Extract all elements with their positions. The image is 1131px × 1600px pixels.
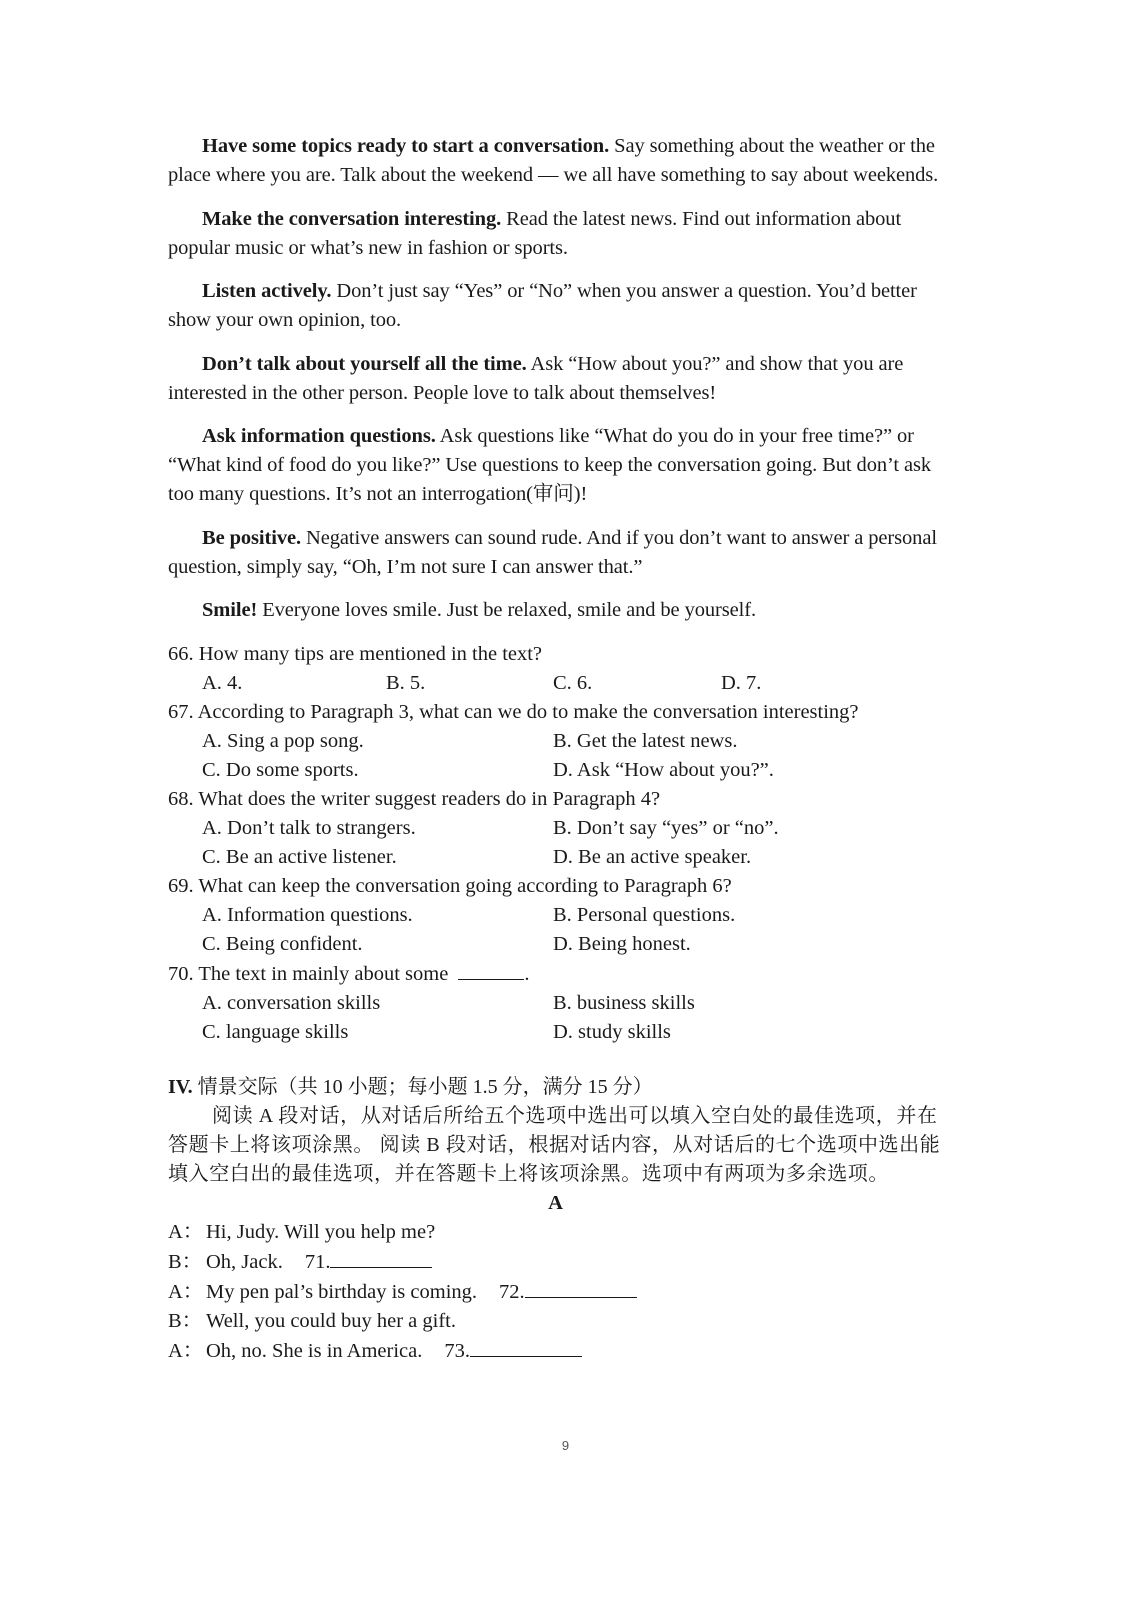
option-d: D. Be an active speaker. xyxy=(553,845,752,868)
speaker-label: A： xyxy=(168,1280,204,1303)
passage-paragraph-1 xyxy=(168,132,943,190)
question-stem: 66. How many tips are mentioned in the text? xyxy=(168,642,543,665)
tip-heading: Have some topics ready to start a conversation. xyxy=(202,135,610,157)
tip-body: Say something about the weather or the place where you are. Talk about the weekend — we all have something to say about weekends. xyxy=(168,135,939,186)
option-a: A. conversation skills xyxy=(202,991,381,1014)
tip-heading: Be positive. xyxy=(202,526,302,549)
option-b: B. business skills xyxy=(553,991,695,1014)
tip-body: Negative answers can sound rude. And if you don’t want to answer a personal question, simply say, “Oh, I’m not sure I can answer that.” xyxy=(168,526,937,578)
passage-paragraph-4 xyxy=(168,350,943,408)
question-68 xyxy=(168,785,943,872)
option-d: D. 7. xyxy=(721,671,762,694)
tip-body: Everyone loves smile. Just be relaxed, smile and be yourself. xyxy=(257,599,756,621)
option-a: A. Sing a pop song. xyxy=(202,729,364,752)
blank-number: 71. xyxy=(304,1250,331,1273)
options-row xyxy=(168,930,943,959)
dialogue-line xyxy=(168,1218,943,1247)
dialogue-text: Hi, Judy. Will you help me? xyxy=(206,1220,436,1243)
speaker-label: A： xyxy=(168,1339,204,1362)
passage-paragraph-5 xyxy=(168,422,943,509)
option-c: C. language skills xyxy=(202,1020,349,1043)
document-page xyxy=(168,132,943,1366)
tip-body: Ask “How about you?” and show that you are interested in the other person. People love to talk about themselves! xyxy=(168,352,904,404)
page-number: 9 xyxy=(561,1438,570,1453)
option-d: D. study skills xyxy=(553,1020,671,1043)
question-67 xyxy=(168,698,943,785)
answer-blank xyxy=(525,1277,637,1298)
option-b: B. Get the latest news. xyxy=(553,729,738,752)
answer-blank xyxy=(330,1247,432,1268)
option-b: B. 5. xyxy=(386,671,426,694)
options-row xyxy=(168,1018,943,1047)
dialogue-text: My pen pal’s birthday is coming. xyxy=(206,1280,478,1303)
section-instructions: 阅读 A 段对话，从对话后所给五个选项中选出可以填入空白处的最佳选项，并在答题卡上将该项涂黑。 阅读 B 段对话，根据对话内容，从对话后的七个选项中选出能填入空白出的最佳选项，并在答题卡上将该项涂黑。选项中有两项为多余选项。 xyxy=(168,1104,941,1185)
speaker-label: B： xyxy=(168,1250,203,1273)
option-b: B. Personal questions. xyxy=(553,903,736,926)
stem-period: . xyxy=(524,962,530,985)
options-row xyxy=(168,756,943,785)
option-d: D. Ask “How about you?”. xyxy=(553,758,774,781)
question-stem: 68. What does the writer suggest readers do in Paragraph 4? xyxy=(168,787,661,810)
stem-text: 70. The text in mainly about some xyxy=(168,962,449,985)
section-iv xyxy=(168,1073,943,1366)
question-69 xyxy=(168,872,943,959)
passage-paragraph-7 xyxy=(168,596,943,625)
option-c: C. Do some sports. xyxy=(202,758,359,781)
question-stem xyxy=(168,959,943,989)
options-row xyxy=(168,901,943,930)
tip-body: Ask questions like “What do you do in your free time?” or “What kind of food do you like?” Use questions to keep the conversation going. But don’t ask too many questions. It’s not an interrogation(审问)! xyxy=(168,425,932,505)
options-row xyxy=(168,989,943,1018)
answer-blank xyxy=(470,1336,582,1357)
blank-number: 72. xyxy=(499,1280,525,1303)
question-list xyxy=(168,640,943,1047)
tip-heading: Don’t talk about yourself all the time. xyxy=(202,352,527,375)
passage-paragraph-6 xyxy=(168,524,943,582)
options-row xyxy=(168,814,943,843)
dialogue-text: Oh, no. She is in America. xyxy=(206,1339,423,1362)
option-c: C. Being confident. xyxy=(202,932,363,955)
options-row xyxy=(168,727,943,756)
answer-blank xyxy=(458,959,524,980)
dialogue-line xyxy=(168,1336,943,1366)
section-numeral: IV. xyxy=(168,1075,193,1098)
dialogue-text: Oh, Jack. xyxy=(206,1250,283,1273)
speaker-label: A： xyxy=(168,1220,204,1243)
options-row xyxy=(168,843,943,872)
option-a: A. 4. xyxy=(202,671,243,694)
option-d: D. Being honest. xyxy=(553,932,691,955)
question-stem: 69. What can keep the conversation going according to Paragraph 6? xyxy=(168,874,732,897)
tip-body: Read the latest news. Find out information about popular music or what’s new in fashion or sports. xyxy=(168,207,902,259)
tip-heading: Smile! xyxy=(202,599,258,621)
tip-heading: Make the conversation interesting. xyxy=(202,207,502,230)
question-70 xyxy=(168,959,943,1047)
tip-heading: Listen actively. xyxy=(202,280,332,302)
speaker-label: B： xyxy=(168,1309,203,1332)
option-b: B. Don’t say “yes” or “no”. xyxy=(553,816,779,839)
question-stem: 67. According to Paragraph 3, what can we do to make the conversation interesting? xyxy=(168,700,859,723)
option-a: A. Don’t talk to strangers. xyxy=(202,816,416,839)
dialogue-text: Well, you could buy her a gift. xyxy=(206,1309,456,1332)
dialogue-heading: A xyxy=(548,1191,563,1214)
blank-number: 73. xyxy=(444,1339,470,1362)
option-a: A. Information questions. xyxy=(202,903,413,926)
option-c: C. Be an active listener. xyxy=(202,845,397,868)
dialogue-line xyxy=(168,1247,943,1277)
tip-body: Don’t just say “Yes” or “No” when you answer a question. You’d better show your own opinion, too. xyxy=(168,280,917,331)
passage-paragraph-2 xyxy=(168,205,943,263)
passage-paragraph-3 xyxy=(168,277,943,335)
section-title xyxy=(168,1073,943,1102)
dialogue-line xyxy=(168,1307,943,1336)
tip-heading: Ask information questions. xyxy=(202,425,436,447)
section-title-text: 情景交际（共 10 小题；每小题 1.5 分，满分 15 分） xyxy=(192,1075,653,1098)
question-66 xyxy=(168,640,943,698)
dialogue-line xyxy=(168,1277,943,1307)
options-row xyxy=(168,669,943,698)
option-c: C. 6. xyxy=(553,671,593,694)
